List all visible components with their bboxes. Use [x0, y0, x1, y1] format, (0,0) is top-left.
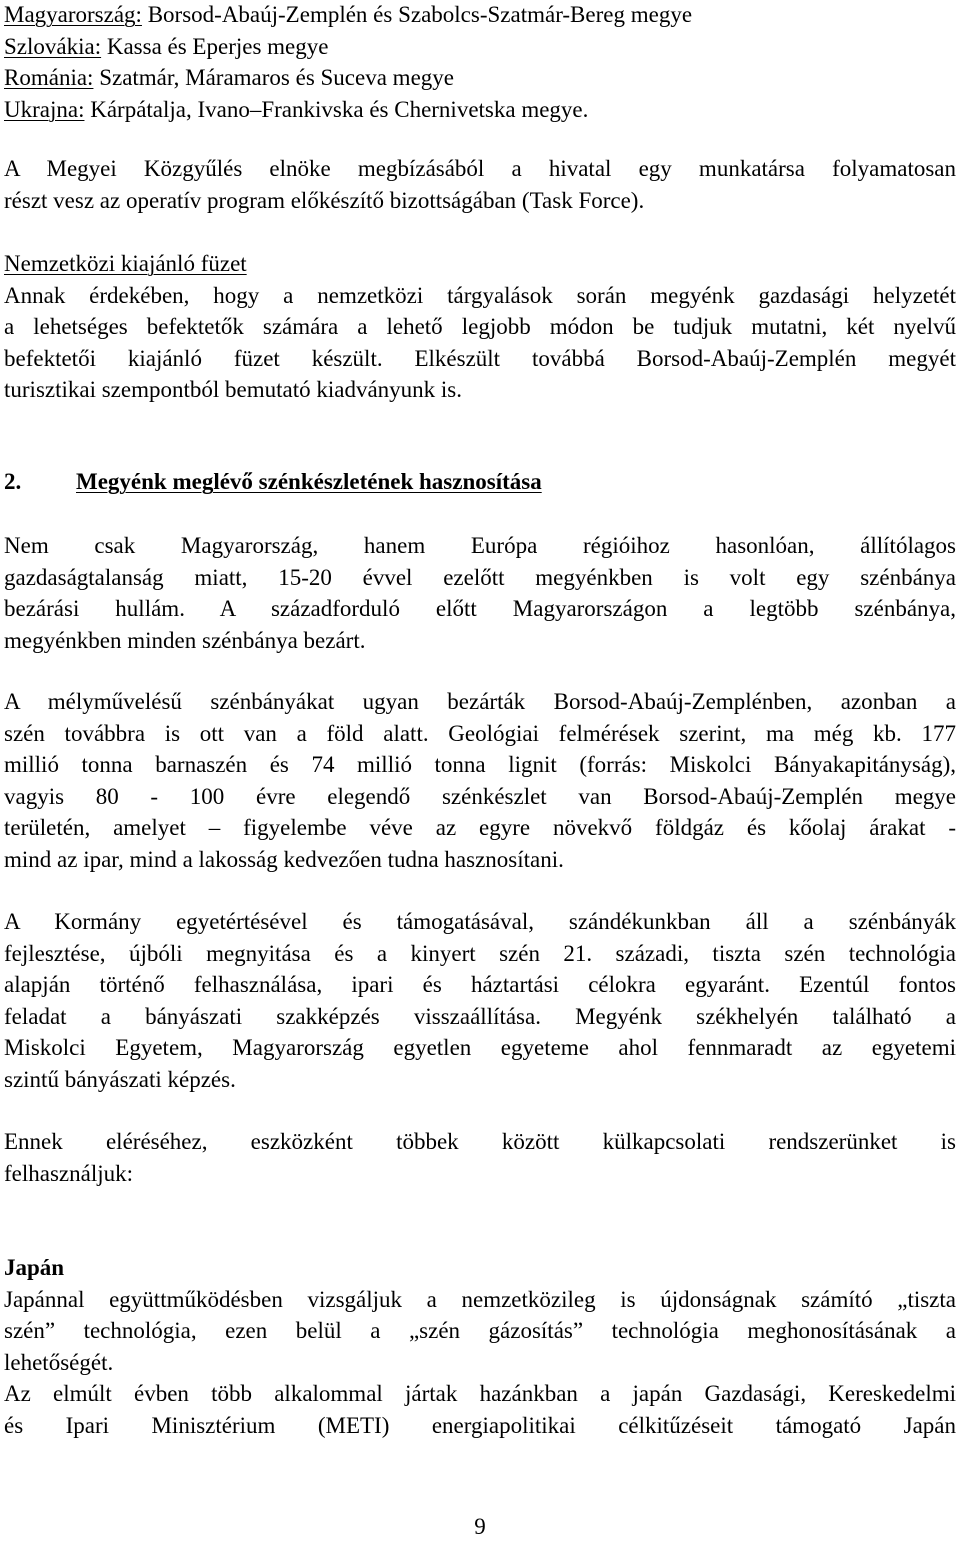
paragraph-coal-history [4, 530, 956, 656]
text-line: Japánnal együttműködésben vizsgáljuk a nemzetközileg is újdonságnak számító „tiszta [4, 1286, 956, 1312]
text-line: területén, amelyet – figyelembe véve az egyre növekvő földgáz és kőolaj árakat - [4, 815, 956, 840]
region-line [4, 0, 956, 31]
text-line: lehetőségét. [4, 1349, 114, 1375]
text-line: A mélyművelésű szénbányákat ugyan bezárták Borsod-Abaúj-Zemplénben, azonban a [4, 689, 956, 714]
text-line: szén továbbra is ott van a föld alatt. Geológiai felmérések szerint, ma még kb. 177 [4, 720, 956, 746]
text-line: A Kormány egyetértésével és támogatásával, szándékunkban áll a szénbányák [4, 909, 956, 934]
brochure-heading: Nemzetközi kiajánló füzet [4, 251, 247, 276]
text-line: felhasználjuk: [4, 1160, 134, 1186]
region-country: Szlovákia: [4, 33, 102, 59]
text-line: fejlesztése, újbóli megnyitása és a kinyert szén 21. századi, tiszta szén technológia [4, 940, 956, 966]
region-country: Ukrajna: [4, 96, 85, 122]
text-line: részt vesz az operatív program előkészítő bizottságában (Task Force). [4, 187, 645, 213]
text-line: turisztikai szempontból bemutató kiadványunk is. [4, 377, 463, 402]
region-country: Magyarország: [4, 2, 142, 27]
paragraph-government [4, 906, 956, 1095]
text-line: szén” technológia, ezen belül a „szén gázosítás” technológia meghonosításának a [4, 1318, 956, 1343]
paragraph-task-force [4, 153, 956, 216]
text-line: Annak érdekében, hogy a nemzetközi tárgyalások során megyénk gazdasági helyzetét [4, 282, 956, 308]
region-line [4, 94, 956, 126]
text-line: vagyis 80 - 100 évre elegendő szénkészlet van Borsod-Abaúj-Zemplén megye [4, 783, 956, 809]
region-text: Borsod-Abaúj-Zemplén és Szabolcs-Szatmár-Bereg megye [141, 2, 693, 27]
paragraph-coal-reserves [4, 686, 956, 875]
section-title: Megyénk meglévő szénkészletének hasznosítása [76, 469, 542, 494]
japan-section [4, 1252, 956, 1441]
text-line: Miskolci Egyetem, Magyarország egyetlen egyeteme ahol fennmaradt az egyetemi [4, 1035, 956, 1060]
paragraph-means [4, 1126, 956, 1189]
text-line: a lehetséges befektetők számára a lehető legjobb módon be tudjuk mutatni, két nyelvű [4, 314, 956, 339]
section-heading [4, 466, 956, 498]
region-country: Románia: [4, 65, 94, 90]
text-line: mind az ipar, mind a lakosság kedvezően tudna hasznosítani. [4, 846, 564, 872]
text-line: Ennek eléréséhez, eszközként többek között külkapcsolati rendszerünket is [4, 1129, 956, 1154]
text-line: és Ipari Minisztérium (METI) energiapolitikai célkitűzéseit támogató Japán [4, 1412, 956, 1438]
text-line: alapján történő felhasználása, ipari és háztartási célokra egyaránt. Ezentúl fontos [4, 972, 956, 997]
regions-list [4, 0, 956, 125]
text-line: befektetői kiajánló füzet készült. Elkészült továbbá Borsod-Abaúj-Zemplén megyét [4, 345, 956, 371]
text-line: A Megyei Közgyűlés elnöke megbízásából a hivatal egy munkatársa folyamatosan [4, 156, 956, 181]
text-line: megyénkben minden szénbánya bezárt. [4, 627, 366, 653]
region-text: Kassa és Eperjes megye [101, 33, 329, 59]
text-line: Nem csak Magyarország, hanem Európa régióihoz hasonlóan, állítólagos [4, 533, 956, 558]
text-line: feladat a bányászati szakképzés visszaállítása. Megyénk székhelyén található a [4, 1003, 956, 1029]
region-line [4, 31, 956, 63]
text-line: gazdaságtalanság miatt, 15-20 évvel ezelőtt megyénkben is volt egy szénbánya [4, 564, 956, 590]
text-line: szintű bányászati képzés. [4, 1066, 236, 1092]
section-number: 2. [4, 469, 22, 494]
page-number: 9 [474, 1514, 486, 1539]
brochure-section [4, 248, 956, 406]
region-text: Kárpátalja, Ivano–Frankivska és Chernivetska megye. [84, 96, 589, 122]
region-text: Szatmár, Máramaros és Suceva megye [93, 65, 454, 90]
text-line: Az elmúlt évben több alkalommal jártak hazánkban a japán Gazdasági, Kereskedelmi [4, 1381, 956, 1406]
text-line: millió tonna barnaszén és 74 millió tonna lignit (forrás: Miskolci Bányakapitányság), [4, 752, 956, 777]
region-line [4, 62, 956, 94]
text-line: bezárási hullám. A századforduló előtt Magyarországon a legtöbb szénbánya, [4, 596, 956, 621]
japan-heading: Japán [4, 1255, 65, 1280]
